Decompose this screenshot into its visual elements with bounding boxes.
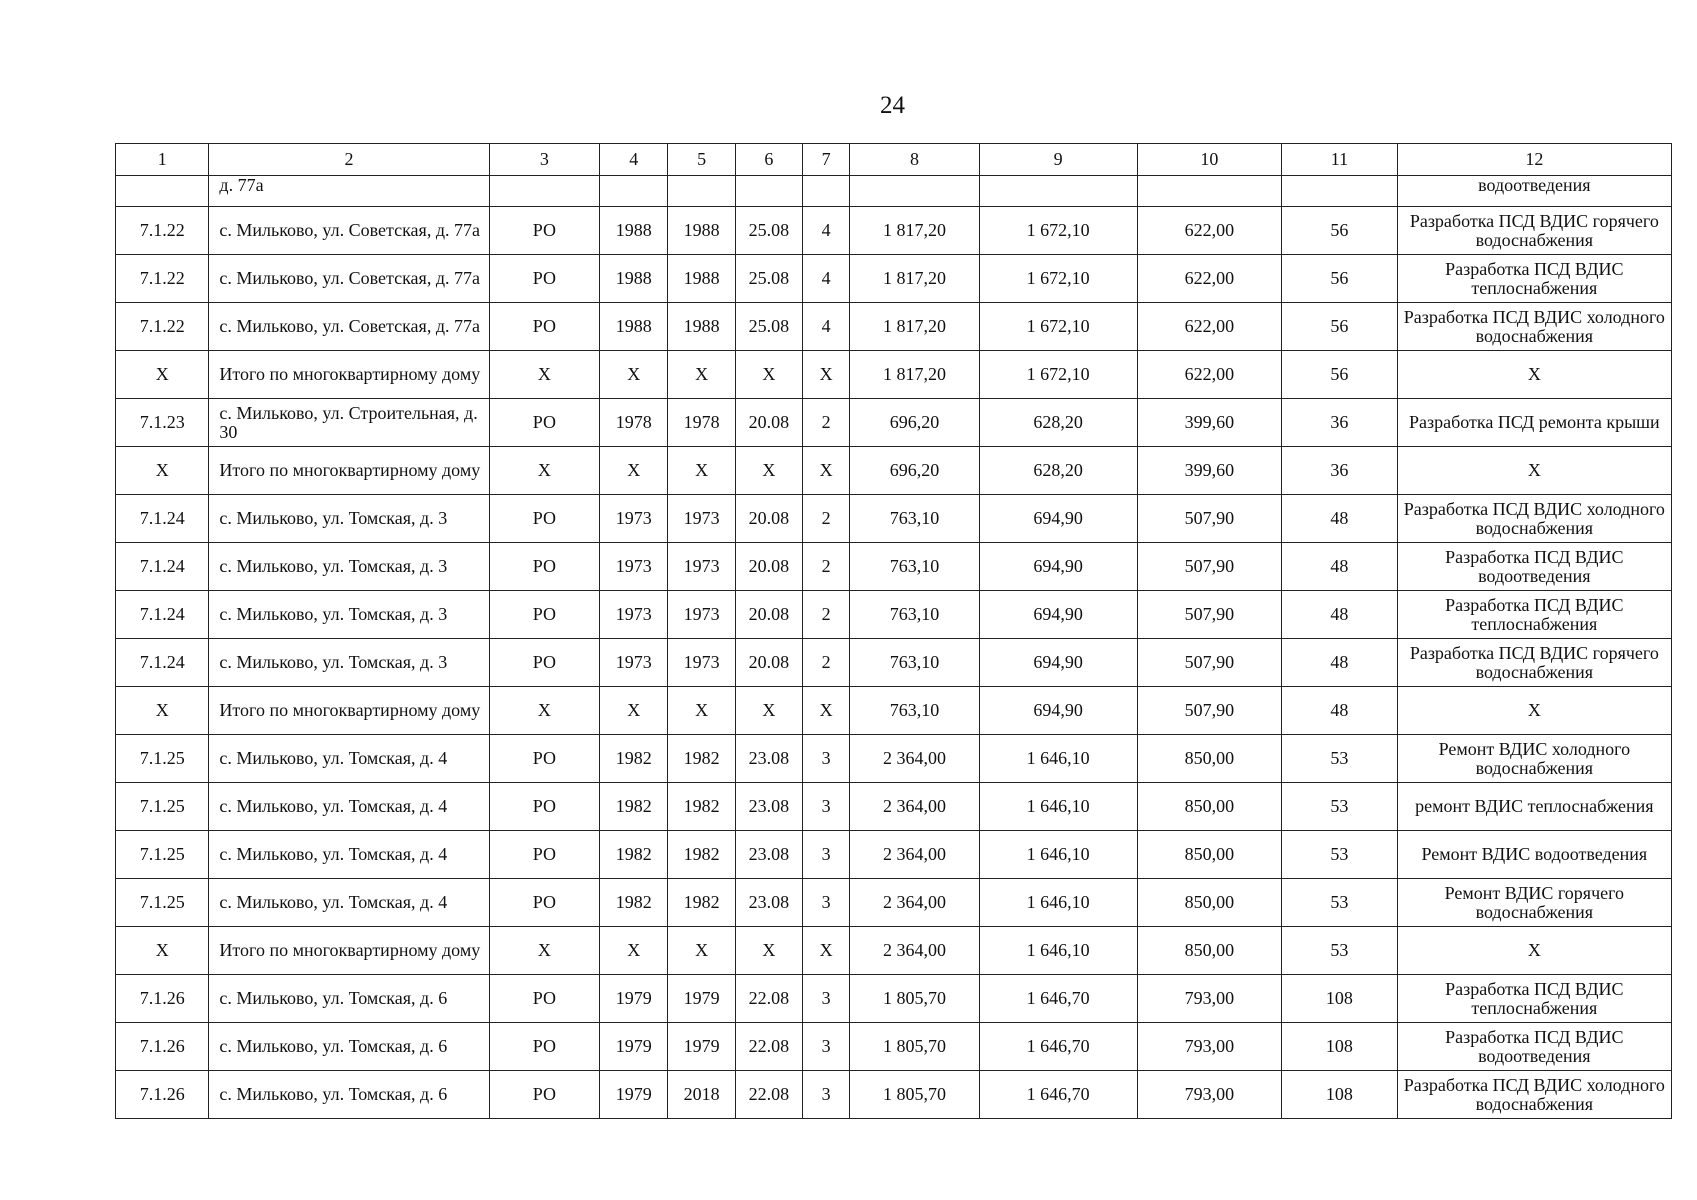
cell-c10: 507,90	[1137, 639, 1282, 687]
cell-num: 7.1.26	[116, 1023, 209, 1071]
cell-work: Х	[1397, 927, 1671, 975]
cell-c6: 20.08	[735, 399, 802, 447]
cell-c4: 1973	[600, 495, 668, 543]
cell-c10: 850,00	[1137, 735, 1282, 783]
cell-work: водоотведения	[1397, 176, 1671, 207]
cell-c5: 1978	[668, 399, 735, 447]
cell-c9: 1 646,10	[979, 783, 1137, 831]
cell-c10: 850,00	[1137, 927, 1282, 975]
cell-c7: Х	[803, 351, 850, 399]
cell-address: с. Мильково, ул. Томская, д. 4	[209, 783, 489, 831]
cell-c4: Х	[600, 927, 668, 975]
cell-c9: 694,90	[979, 591, 1137, 639]
cell-num: Х	[116, 351, 209, 399]
cell-address: с. Мильково, ул. Советская, д. 77а	[209, 255, 489, 303]
cell-c8: 1 805,70	[850, 1023, 980, 1071]
cell-c6: 20.08	[735, 495, 802, 543]
cell-c8: 763,10	[850, 591, 980, 639]
column-header: 1	[116, 144, 209, 176]
cell-c11: 53	[1282, 735, 1398, 783]
cell-address: с. Мильково, ул. Томская, д. 4	[209, 735, 489, 783]
cell-address: Итого по многоквартирному дому	[209, 447, 489, 495]
cell-c9	[979, 176, 1137, 207]
cell-c5: 1973	[668, 495, 735, 543]
cell-num	[116, 176, 209, 207]
cell-c7: 2	[803, 399, 850, 447]
cell-c7: 3	[803, 783, 850, 831]
cell-c8: 763,10	[850, 495, 980, 543]
table-row	[116, 879, 1672, 927]
table-row	[116, 735, 1672, 783]
page-number: 24	[880, 92, 905, 119]
table-row	[116, 591, 1672, 639]
cell-c6: 20.08	[735, 639, 802, 687]
cell-address: Итого по многоквартирному дому	[209, 687, 489, 735]
cell-c10: 399,60	[1137, 399, 1282, 447]
cell-num: 7.1.22	[116, 303, 209, 351]
cell-num: 7.1.22	[116, 255, 209, 303]
cell-c7: Х	[803, 447, 850, 495]
cell-c5: 1982	[668, 831, 735, 879]
cell-c4: 1973	[600, 543, 668, 591]
cell-address: с. Мильково, ул. Томская, д. 4	[209, 831, 489, 879]
cell-c10: 399,60	[1137, 447, 1282, 495]
column-header: 6	[735, 144, 802, 176]
cell-c11: 48	[1282, 687, 1398, 735]
cell-address: Итого по многоквартирному дому	[209, 927, 489, 975]
cell-c6: 20.08	[735, 591, 802, 639]
cell-c3: РО	[489, 735, 599, 783]
cell-c5: 1988	[668, 207, 735, 255]
cell-c11: 53	[1282, 927, 1398, 975]
cell-work: Разработка ПСД ВДИС горячего водоснабжения	[1397, 639, 1671, 687]
cell-c7: 2	[803, 639, 850, 687]
cell-c8: 2 364,00	[850, 831, 980, 879]
cell-c3: РО	[489, 1071, 599, 1119]
cell-c3: Х	[489, 927, 599, 975]
cell-c6: 22.08	[735, 1071, 802, 1119]
column-header: 2	[209, 144, 489, 176]
cell-c8: 763,10	[850, 639, 980, 687]
table-row	[116, 447, 1672, 495]
table-row	[116, 351, 1672, 399]
cell-c8: 2 364,00	[850, 927, 980, 975]
cell-c3: Х	[489, 447, 599, 495]
cell-c8: 1 817,20	[850, 207, 980, 255]
column-header: 11	[1282, 144, 1398, 176]
cell-c3: РО	[489, 1023, 599, 1071]
cell-c6: 23.08	[735, 879, 802, 927]
cell-num: 7.1.24	[116, 591, 209, 639]
cell-c6: 23.08	[735, 831, 802, 879]
table-row	[116, 207, 1672, 255]
cell-c11: 108	[1282, 975, 1398, 1023]
cell-work: Х	[1397, 447, 1671, 495]
table-row	[116, 399, 1672, 447]
cell-c7: 3	[803, 1023, 850, 1071]
cell-c4	[600, 176, 668, 207]
cell-c11: 108	[1282, 1023, 1398, 1071]
cell-c7: 4	[803, 303, 850, 351]
cell-c8	[850, 176, 980, 207]
cell-work: Разработка ПСД ВДИС теплоснабжения	[1397, 255, 1671, 303]
cell-num: 7.1.25	[116, 735, 209, 783]
table-row	[116, 831, 1672, 879]
cell-c10	[1137, 176, 1282, 207]
cell-c7: 3	[803, 831, 850, 879]
cell-c3: РО	[489, 495, 599, 543]
cell-address: с. Мильково, ул. Томская, д. 3	[209, 591, 489, 639]
cell-num: Х	[116, 927, 209, 975]
cell-c3: РО	[489, 543, 599, 591]
cell-c4: 1988	[600, 303, 668, 351]
table-row	[116, 1023, 1672, 1071]
cell-c7: 3	[803, 975, 850, 1023]
cell-num: 7.1.24	[116, 639, 209, 687]
cell-c5: 1973	[668, 591, 735, 639]
cell-c8: 2 364,00	[850, 879, 980, 927]
cell-c5: 2018	[668, 1071, 735, 1119]
cell-c4: 1979	[600, 975, 668, 1023]
cell-c9: 1 646,70	[979, 1071, 1137, 1119]
cell-c10: 507,90	[1137, 591, 1282, 639]
column-header: 10	[1137, 144, 1282, 176]
cell-c4: 1988	[600, 207, 668, 255]
cell-c8: 2 364,00	[850, 783, 980, 831]
cell-c9: 1 646,10	[979, 735, 1137, 783]
cell-c10: 793,00	[1137, 1023, 1282, 1071]
cell-c3	[489, 176, 599, 207]
cell-address: с. Мильково, ул. Томская, д. 4	[209, 879, 489, 927]
cell-c5: 1979	[668, 975, 735, 1023]
cell-c5: 1988	[668, 303, 735, 351]
cell-c9: 694,90	[979, 687, 1137, 735]
cell-c4: 1978	[600, 399, 668, 447]
cell-c9: 1 672,10	[979, 351, 1137, 399]
column-number-row	[116, 144, 1672, 176]
cell-c8: 763,10	[850, 543, 980, 591]
cell-c11: 48	[1282, 591, 1398, 639]
cell-c11: 56	[1282, 351, 1398, 399]
cell-c4: 1973	[600, 591, 668, 639]
cell-c9: 694,90	[979, 495, 1137, 543]
cell-work: Разработка ПСД ВДИС водоотведения	[1397, 1023, 1671, 1071]
cell-c9: 1 646,70	[979, 1023, 1137, 1071]
table-row	[116, 495, 1672, 543]
cell-c4: 1982	[600, 735, 668, 783]
cell-c7: 2	[803, 495, 850, 543]
cell-c11: 36	[1282, 399, 1398, 447]
cell-c9: 1 646,10	[979, 927, 1137, 975]
cell-c8: 1 817,20	[850, 303, 980, 351]
cell-address: с. Мильково, ул. Томская, д. 3	[209, 639, 489, 687]
cell-c8: 1 817,20	[850, 351, 980, 399]
table-body	[116, 144, 1672, 1119]
cell-address: с. Мильково, ул. Советская, д. 77а	[209, 303, 489, 351]
cell-c4: 1979	[600, 1023, 668, 1071]
cell-c5: 1973	[668, 543, 735, 591]
cell-c5: Х	[668, 687, 735, 735]
cell-num: Х	[116, 447, 209, 495]
cell-c9: 694,90	[979, 543, 1137, 591]
cell-work: Ремонт ВДИС холодного водоснабжения	[1397, 735, 1671, 783]
cell-c7: 4	[803, 255, 850, 303]
cell-c7	[803, 176, 850, 207]
table-row	[116, 975, 1672, 1023]
column-header: 4	[600, 144, 668, 176]
cell-c3: РО	[489, 255, 599, 303]
cell-c3: РО	[489, 831, 599, 879]
cell-c5: Х	[668, 447, 735, 495]
table-row	[116, 783, 1672, 831]
cell-c6: 23.08	[735, 783, 802, 831]
cell-address: с. Мильково, ул. Томская, д. 6	[209, 975, 489, 1023]
column-header: 12	[1397, 144, 1671, 176]
cell-work: Разработка ПСД ВДИС холодного водоснабжения	[1397, 303, 1671, 351]
cell-work: Х	[1397, 687, 1671, 735]
cell-address: с. Мильково, ул. Томская, д. 3	[209, 543, 489, 591]
cell-num: 7.1.25	[116, 879, 209, 927]
cell-c10: 850,00	[1137, 783, 1282, 831]
cell-c7: Х	[803, 927, 850, 975]
cell-c6: Х	[735, 351, 802, 399]
cell-c9: 1 646,10	[979, 879, 1137, 927]
cell-c10: 622,00	[1137, 351, 1282, 399]
cell-num: 7.1.25	[116, 831, 209, 879]
cell-c9: 694,90	[979, 639, 1137, 687]
cell-c3: РО	[489, 879, 599, 927]
cell-address: с. Мильково, ул. Томская, д. 6	[209, 1071, 489, 1119]
cell-c3: РО	[489, 639, 599, 687]
cell-c6: 20.08	[735, 543, 802, 591]
cell-c6: Х	[735, 687, 802, 735]
cell-work: Разработка ПСД ремонта крыши	[1397, 399, 1671, 447]
cell-address: с. Мильково, ул. Томская, д. 3	[209, 495, 489, 543]
cell-c7: 3	[803, 735, 850, 783]
cell-c6: 22.08	[735, 1023, 802, 1071]
cell-c7: 3	[803, 879, 850, 927]
cell-c6: 25.08	[735, 303, 802, 351]
cell-c10: 793,00	[1137, 1071, 1282, 1119]
cell-c9: 1 672,10	[979, 207, 1137, 255]
cell-c9: 628,20	[979, 399, 1137, 447]
table-row	[116, 255, 1672, 303]
cell-c6: 22.08	[735, 975, 802, 1023]
cell-c8: 1 817,20	[850, 255, 980, 303]
cell-c6: 25.08	[735, 207, 802, 255]
cell-c4: 1973	[600, 639, 668, 687]
table-row	[116, 639, 1672, 687]
cell-c4: 1979	[600, 1071, 668, 1119]
continuation-row	[116, 176, 1672, 207]
cell-num: 7.1.23	[116, 399, 209, 447]
cell-work: Разработка ПСД ВДИС теплоснабжения	[1397, 591, 1671, 639]
cell-c4: 1982	[600, 879, 668, 927]
cell-c4: Х	[600, 351, 668, 399]
cell-work: Ремонт ВДИС водоотведения	[1397, 831, 1671, 879]
column-header: 5	[668, 144, 735, 176]
cell-c10: 850,00	[1137, 879, 1282, 927]
cell-c11: 53	[1282, 879, 1398, 927]
cell-c8: 2 364,00	[850, 735, 980, 783]
cell-c5: 1979	[668, 1023, 735, 1071]
column-header: 7	[803, 144, 850, 176]
cell-c10: 622,00	[1137, 255, 1282, 303]
cell-c11: 108	[1282, 1071, 1398, 1119]
cell-c11: 53	[1282, 783, 1398, 831]
column-header: 8	[850, 144, 980, 176]
cell-work: Разработка ПСД ВДИС холодного водоснабжения	[1397, 495, 1671, 543]
cell-num: Х	[116, 687, 209, 735]
table-row	[116, 543, 1672, 591]
cell-c3: РО	[489, 783, 599, 831]
cell-c3: РО	[489, 303, 599, 351]
cell-c8: 763,10	[850, 687, 980, 735]
cell-c6: 25.08	[735, 255, 802, 303]
cell-c6: Х	[735, 927, 802, 975]
cell-c5: Х	[668, 351, 735, 399]
cell-c10: 622,00	[1137, 207, 1282, 255]
cell-c6: Х	[735, 447, 802, 495]
cell-c11: 56	[1282, 207, 1398, 255]
cell-c5: 1988	[668, 255, 735, 303]
cell-address: д. 77а	[209, 176, 489, 207]
cell-num: 7.1.26	[116, 1071, 209, 1119]
cell-c3: РО	[489, 207, 599, 255]
column-header: 3	[489, 144, 599, 176]
cell-c8: 1 805,70	[850, 1071, 980, 1119]
cell-c3: Х	[489, 687, 599, 735]
cell-address: с. Мильково, ул. Строительная, д. 30	[209, 399, 489, 447]
cell-work: Разработка ПСД ВДИС водоотведения	[1397, 543, 1671, 591]
column-header: 9	[979, 144, 1137, 176]
cell-work: Разработка ПСД ВДИС горячего водоснабжения	[1397, 207, 1671, 255]
cell-c10: 507,90	[1137, 687, 1282, 735]
cell-c10: 793,00	[1137, 975, 1282, 1023]
table-row	[116, 303, 1672, 351]
cell-c5: 1973	[668, 639, 735, 687]
cell-c5: Х	[668, 927, 735, 975]
cell-address: Итого по многоквартирному дому	[209, 351, 489, 399]
cell-c4: Х	[600, 447, 668, 495]
cell-c7: Х	[803, 687, 850, 735]
cell-c11	[1282, 176, 1398, 207]
cell-c6: 23.08	[735, 735, 802, 783]
cell-num: 7.1.24	[116, 543, 209, 591]
cell-c9: 1 646,70	[979, 975, 1137, 1023]
cell-c10: 507,90	[1137, 495, 1282, 543]
cell-c11: 56	[1282, 303, 1398, 351]
cell-num: 7.1.26	[116, 975, 209, 1023]
cell-c11: 36	[1282, 447, 1398, 495]
cell-work: Х	[1397, 351, 1671, 399]
cell-c5: 1982	[668, 783, 735, 831]
cell-num: 7.1.25	[116, 783, 209, 831]
table-row	[116, 687, 1672, 735]
cell-work: Разработка ПСД ВДИС теплоснабжения	[1397, 975, 1671, 1023]
cell-c3: РО	[489, 591, 599, 639]
cell-c5	[668, 176, 735, 207]
cell-c8: 696,20	[850, 399, 980, 447]
table-row	[116, 927, 1672, 975]
cell-c10: 507,90	[1137, 543, 1282, 591]
cell-c4: 1982	[600, 831, 668, 879]
cell-c10: 622,00	[1137, 303, 1282, 351]
cell-num: 7.1.22	[116, 207, 209, 255]
cell-c7: 3	[803, 1071, 850, 1119]
cell-work: ремонт ВДИС теплоснабжения	[1397, 783, 1671, 831]
cell-c8: 696,20	[850, 447, 980, 495]
cell-address: с. Мильково, ул. Томская, д. 6	[209, 1023, 489, 1071]
cell-c7: 4	[803, 207, 850, 255]
cell-c7: 2	[803, 591, 850, 639]
cell-c11: 48	[1282, 543, 1398, 591]
cell-c3: РО	[489, 975, 599, 1023]
cell-c11: 48	[1282, 495, 1398, 543]
cell-address: с. Мильково, ул. Советская, д. 77а	[209, 207, 489, 255]
cell-c3: Х	[489, 351, 599, 399]
cell-work: Ремонт ВДИС горячего водоснабжения	[1397, 879, 1671, 927]
cell-c9: 1 672,10	[979, 255, 1137, 303]
cell-c9: 1 672,10	[979, 303, 1137, 351]
cell-c9: 628,20	[979, 447, 1137, 495]
cell-c4: 1988	[600, 255, 668, 303]
cell-c8: 1 805,70	[850, 975, 980, 1023]
cell-c4: 1982	[600, 783, 668, 831]
cell-num: 7.1.24	[116, 495, 209, 543]
cell-c5: 1982	[668, 879, 735, 927]
cell-c9: 1 646,10	[979, 831, 1137, 879]
cell-c4: Х	[600, 687, 668, 735]
cell-c11: 56	[1282, 255, 1398, 303]
cell-c3: РО	[489, 399, 599, 447]
cell-c6	[735, 176, 802, 207]
repair-register-table	[115, 143, 1672, 1119]
cell-c7: 2	[803, 543, 850, 591]
cell-c11: 53	[1282, 831, 1398, 879]
cell-c5: 1982	[668, 735, 735, 783]
cell-work: Разработка ПСД ВДИС холодного водоснабжения	[1397, 1071, 1671, 1119]
cell-c11: 48	[1282, 639, 1398, 687]
cell-c10: 850,00	[1137, 831, 1282, 879]
table-row	[116, 1071, 1672, 1119]
